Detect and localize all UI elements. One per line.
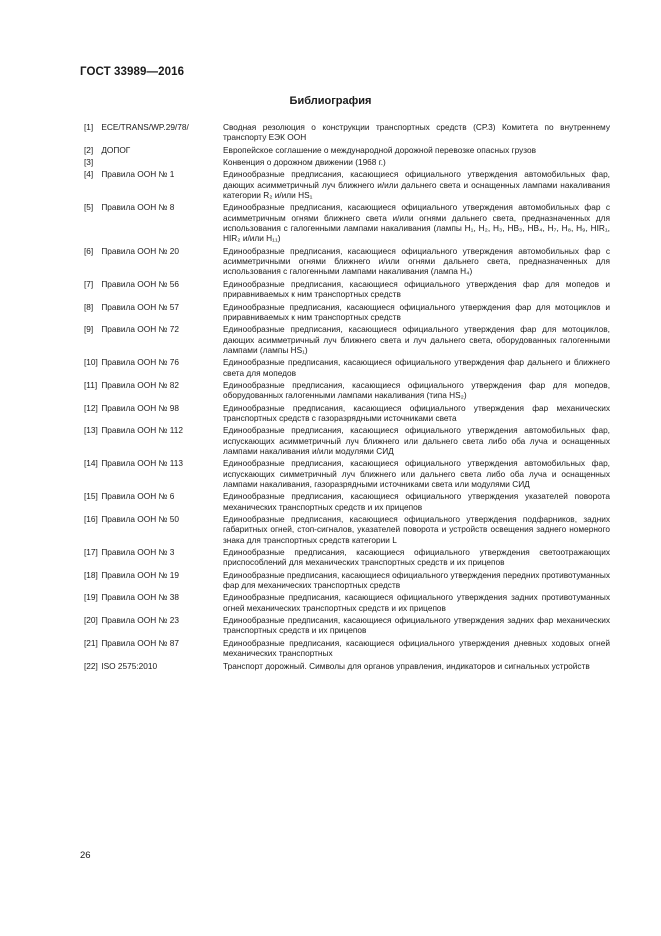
bib-description: Единообразные предписания, касающиеся официального утверждения автомобильных фар, испускающих асимметричный луч ближнего или дальнего света либо оба луча и оснащенных лампами накаливания и/или модулями СИД [223,425,610,456]
bib-source: Правила ООН № 56 [101,278,179,289]
bibliography-list [84,122,610,673]
bib-description: Единообразные предписания, касающиеся официального утверждения фар для мопедов и приравниваемых к ним транспортных средств [223,278,610,300]
bib-number: [13] [84,425,98,436]
section-title: Библиография [289,95,372,107]
bib-entry [84,638,610,659]
bib-number: [18] [84,569,98,580]
bib-description: Европейское соглашение о международной дорожной перевозке опасных грузов [223,144,536,155]
bib-entry [84,202,610,243]
bib-reference [84,570,223,591]
bib-reference [84,169,223,200]
bib-number: [3] [84,157,94,168]
bib-description: Единообразные предписания, касающиеся официального утверждения передних противотуманных фар для механических транспортных средств [223,569,610,591]
bib-entry [84,279,610,300]
bib-number: [1] [84,122,94,132]
bib-entry [84,592,610,613]
bib-number: [2] [84,144,94,155]
bib-entry [84,122,610,143]
bib-description: Единообразные предписания, касающиеся официального утверждения светоотражающих приспособлений для механических транспортных средств и их прицепов [223,547,610,568]
bib-source: ECE/TRANS/WP.29/78/ [101,122,189,132]
bib-reference [84,145,223,155]
bib-entry [84,570,610,591]
bib-number: [14] [84,458,98,469]
bib-entry [84,547,610,568]
bib-entry [84,380,610,401]
bib-number: [17] [84,547,98,558]
bib-source: Правила ООН № 50 [101,514,179,525]
bib-source: Правила ООН № 76 [101,357,179,368]
bib-entry [84,615,610,636]
page-number: 26 [80,850,91,861]
bib-source: Правила ООН № 57 [101,301,179,312]
bib-number: [15] [84,491,98,502]
bib-reference [84,514,223,545]
bib-source: Правила ООН № 72 [101,324,179,335]
bib-description: Транспорт дорожный. Символы для органов управления, индикаторов и сигнальных устройств [223,660,590,671]
bib-entry [84,491,610,512]
bib-number: [9] [84,324,94,335]
bib-source: Правила ООН № 38 [101,592,179,603]
bib-reference [84,202,223,243]
bib-reference [84,638,223,659]
bib-entry [84,661,610,671]
bib-source: Правила ООН № 20 [101,245,179,256]
bib-entry [84,246,610,277]
bib-reference [84,122,223,143]
bib-entry [84,403,610,424]
bib-reference [84,357,223,378]
bib-number: [21] [84,637,98,648]
bib-description: Единообразные предписания, касающиеся официального утверждения задних противотуманных огней механических транспортных средств и их прицепов [223,592,610,613]
bib-reference [84,615,223,636]
bib-source: ДОПОГ [101,144,131,155]
bib-reference [84,491,223,512]
bib-number: [10] [84,357,98,368]
bib-number: [22] [84,660,98,671]
bib-reference [84,458,223,489]
bib-reference [84,279,223,300]
bib-reference [84,592,223,613]
bib-number: [4] [84,169,94,180]
bib-entry [84,169,610,200]
bib-reference [84,380,223,401]
bib-description: Единообразные предписания, касающиеся официального утверждения подфарников, задних габаритных огней, стоп-сигналов, указателей поворота и устройств освещения заднего номерного знака для транспортных средств категории L [223,514,610,545]
bib-description: Единообразные предписания, касающиеся официального утверждения автомобильных фар с асимметричным огнями ближнего света и/или огнями дальнего света, предназначенных для использования с галогенными лампами накаливания (лампы H₁, H₂, H₃, HB₃, HB₄, H₇, H₈, H₉, HIR₁, HIR₂ и/или H₁₁) [223,202,610,244]
bib-entry [84,357,610,378]
bib-source: Правила ООН № 82 [101,379,179,390]
bib-description: Единообразные предписания, касающиеся официального утверждения автомобильных фар, испускающих симметричный луч ближнего или дальнего света либо оба луча и оснащенных лампами накаливания, газоразрядными источниками света или модулями СИД [223,458,610,489]
bib-entry [84,514,610,545]
bib-reference [84,157,223,167]
bib-entry [84,157,610,167]
bib-description: Единообразные предписания, касающиеся официального утверждения фар для мотоциклов, дающих асимметричный луч ближнего света и луч дальнего света, оборудованных галогенными лампами (лампы HS₁) [223,324,610,355]
bib-number: [5] [84,202,94,213]
bib-number: [11] [84,379,98,390]
bib-reference [84,661,223,671]
bib-number: [7] [84,278,94,289]
bib-number: [19] [84,592,98,603]
bib-entry [84,458,610,489]
bib-description: Единообразные предписания, касающиеся официального утверждения фар для мопедов, оборудованных галогенными лампами накаливания (типа HS₂) [223,379,610,401]
bib-number: [12] [84,402,98,413]
bib-source: Правила ООН № 113 [101,458,183,469]
bib-source: Правила ООН № 3 [101,547,175,558]
bib-reference [84,425,223,456]
bib-description: Единообразные предписания, касающиеся официального утверждения фар для мотоциклов и приравниваемых к ним транспортных средств [223,301,610,322]
bib-description: Единообразные предписания, касающиеся официального утверждения автомобильных фар с асимметричными огнями ближнего и/или огнями дальнего света, предназначенных для использования с галогенными лампами накаливания (лампа H₄) [223,245,610,277]
bib-reference [84,302,223,323]
bib-description: Единообразные предписания, касающиеся официального утверждения автомобильных фар, дающих асимметричный луч ближнего и/или дальнего света и оснащенных лампами накаливания категории R₂ и/или HS₁ [223,169,610,201]
bib-source: Правила ООН № 19 [101,569,179,580]
bib-description: Сводная резолюция о конструкции транспортных средств (СР.3) Комитета по внутреннему транспорту ЕЭК ООН [223,122,610,143]
bib-reference [84,324,223,355]
bib-source: ISO 2575:2010 [101,660,158,671]
bib-source: Правила ООН № 8 [101,202,175,213]
bib-entry [84,302,610,323]
bib-number: [8] [84,301,94,312]
bib-number: [16] [84,514,98,525]
bib-description: Единообразные предписания, касающиеся официального утверждения дневных ходовых огней механических транспортных [223,637,610,659]
bib-reference [84,403,223,424]
bib-description: Единообразные предписания, касающиеся официального утверждения фар механических транспортных средств с газоразрядными источниками света [223,402,610,423]
bib-source: Правила ООН № 6 [101,491,175,502]
bib-entry [84,425,610,456]
bib-source: Правила ООН № 1 [101,169,175,180]
bib-number: [20] [84,615,98,626]
bib-description: Единообразные предписания, касающиеся официального утверждения фар дальнего и ближнего света для мопедов [223,357,610,378]
bib-number: [6] [84,245,94,256]
bib-source: Правила ООН № 98 [101,402,179,413]
bib-source: Правила ООН № 87 [101,637,179,648]
bib-reference [84,246,223,277]
bib-source: Правила ООН № 112 [101,425,183,436]
document-id: ГОСТ 33989—2016 [80,66,185,78]
bib-reference [84,547,223,568]
bib-description: Единообразные предписания, касающиеся официального утверждения задних фар механических транспортных средств и их прицепов [223,615,610,636]
bib-entry [84,324,610,355]
bib-entry [84,145,610,155]
bib-description: Конвенция о дорожном движении (1968 г.) [223,157,386,168]
bib-source: Правила ООН № 23 [101,615,179,626]
bib-description: Единообразные предписания, касающиеся официального утверждения указателей поворота механических транспортных средств и их прицепов [223,491,610,512]
